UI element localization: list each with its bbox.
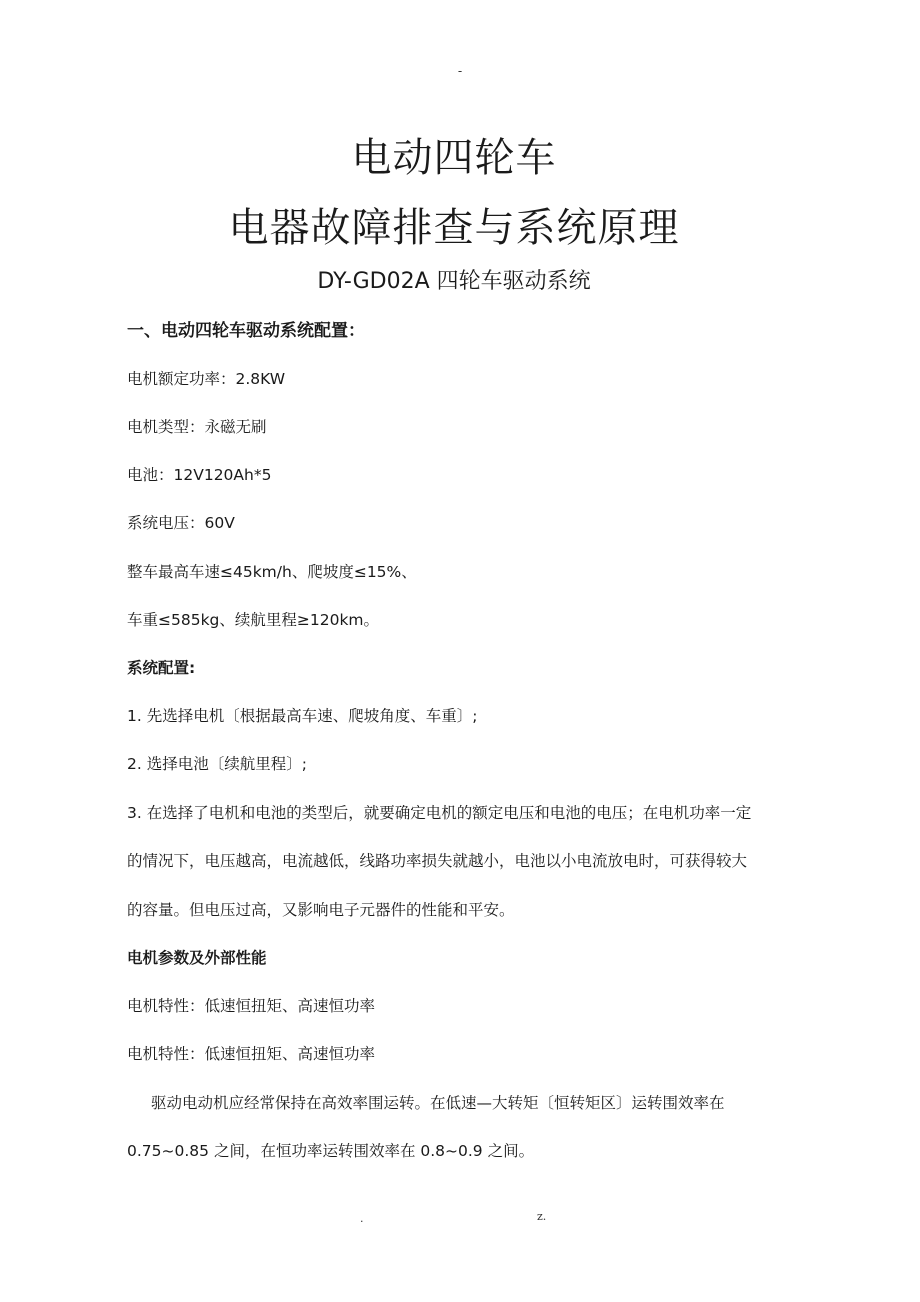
config-item-3-line-1: 3. 在选择了电机和电池的类型后，就要确定电机的额定电压和电池的电压；在电机功率一定 xyxy=(127,804,752,822)
motor-heading: 电机参数及外部性能 xyxy=(127,949,267,967)
title-line-2: 电器故障排查与系统原理 xyxy=(228,205,680,251)
spec-speed-grade: 整车最高车速≤45km/h、爬坡度≤15%、 xyxy=(127,563,417,581)
spec-motor-type: 电机类型：永磁无刷 xyxy=(127,418,267,436)
motor-paragraph-line-1: 驱动电动机应经常保持在高效率围运转。在低速—大转矩〔恒转矩区〕运转围效率在 xyxy=(151,1094,725,1112)
spec-battery: 电池：12V120Ah*5 xyxy=(127,466,272,484)
motor-characteristic-1: 电机特性：低速恒扭矩、高速恒功率 xyxy=(127,997,376,1015)
subtitle: DY-GD02A 四轮车驱动系统 xyxy=(317,269,591,294)
header-mark: - xyxy=(457,64,463,78)
spec-motor-power: 电机额定功率：2.8KW xyxy=(127,370,286,388)
footer-left-mark: . xyxy=(360,1212,364,1225)
config-item-2: 2. 选择电池〔续航里程〕; xyxy=(127,755,307,773)
footer-right-mark: z. xyxy=(537,1210,547,1223)
config-item-3-line-3: 的容量。但电压过高，又影响电子元器件的性能和平安。 xyxy=(127,901,515,919)
spec-weight-range: 车重≤585kg、续航里程≥120km。 xyxy=(127,611,380,629)
section-heading: 一、电动四轮车驱动系统配置： xyxy=(127,321,365,341)
config-heading: 系统配置: xyxy=(127,659,196,677)
motor-characteristic-2: 电机特性：低速恒扭矩、高速恒功率 xyxy=(127,1045,376,1063)
title-line-1: 电动四轮车 xyxy=(351,135,557,181)
config-item-1: 1. 先选择电机〔根据最高车速、爬坡角度、车重〕; xyxy=(127,707,478,725)
spec-system-voltage: 系统电压：60V xyxy=(127,514,235,532)
config-item-3-line-2: 的情况下，电压越高，电流越低，线路功率损失就越小，电池以小电流放电时，可获得较大 xyxy=(127,852,748,870)
motor-paragraph-line-2: 0.75~0.85 之间，在恒功率运转围效率在 0.8~0.9 之间。 xyxy=(127,1142,535,1160)
